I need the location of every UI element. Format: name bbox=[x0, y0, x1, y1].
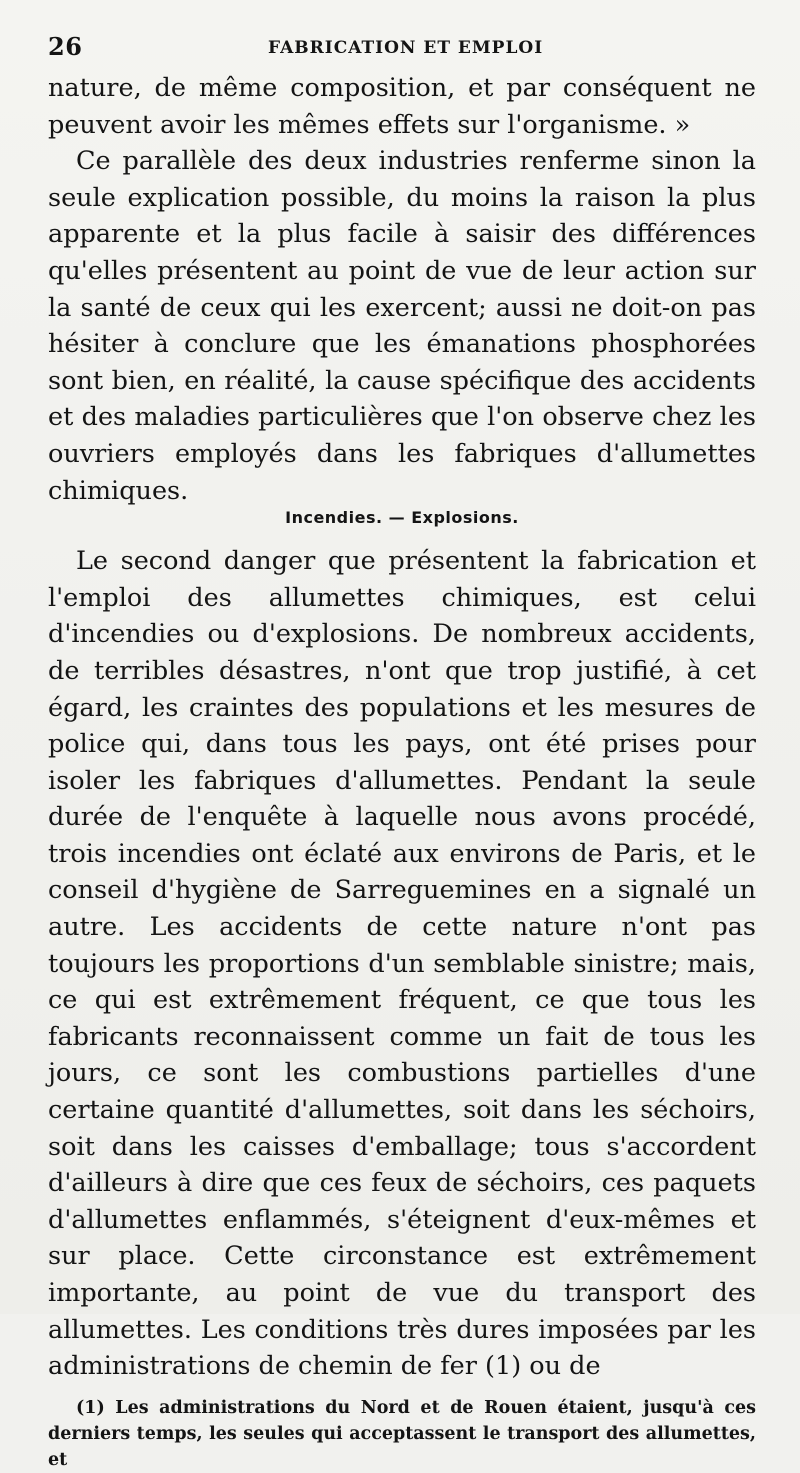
body-text bbox=[48, 70, 756, 1385]
page-number: 26 bbox=[48, 32, 83, 61]
footnote: (1) Les administrations du Nord et de Rouen étaient, jusqu'à ces derniers temps, les seules qui acceptassent le transport des allumettes, et bbox=[48, 1397, 756, 1470]
running-head bbox=[48, 28, 756, 70]
paragraph-incendies: Le second danger que présentent la fabrication et l'emploi des allumettes chimiques, est celui d'incendies ou d'explosions. De nombreux accidents, de terribles désastres, n'ont que trop justifié, à cet égard, les craintes des populations et les mesures de police qui, dans tous les pays, ont été prises pour isoler les fabriques d'allumettes. Pendant la seule durée de l'enquête à laquelle nous avons procédé, trois incendies ont éclaté aux environs de Paris, et le conseil d'hygiène de Sarreguemines en a signalé un autre. Les accidents de cette nature n'ont pas toujours les proportions d'un semblable sinistre; mais, ce qui est extrêmement fréquent, ce que tous les fabricants reconnaissent comme un fait de tous les jours, ce sont les combustions partielles d'une certaine quantité d'allumettes, soit dans les séchoirs, soit dans les caisses d'emballage; tous s'accordent d'ailleurs à dire que ces feux de séchoirs, ces paquets d'allumettes enflammés, s'éteignent d'eux-mêmes et sur place. Cette circonstance est extrêmement importante, au point de vue du transport des allumettes. Les conditions très dures imposées par les administrations de chemin de fer (1) ou de bbox=[48, 546, 756, 1382]
running-title: FABRICATION ET EMPLOI bbox=[268, 38, 544, 58]
paragraph-continuation: nature, de même composition, et par conséquent ne peuvent avoir les mêmes effets sur l'organisme. » bbox=[48, 73, 756, 140]
paragraph-parallel: Ce parallèle des deux industries renferme sinon la seule explication possible, du moins la raison la plus apparente et la plus facile à saisir des différences qu'elles présentent au point de vue de leur action sur la santé de ceux qui les exercent; aussi ne doit-on pas hésiter à conclure que les émanations phosphorées sont bien, en réalité, la cause spécifique des accidents et des maladies particulières que l'on observe chez les ouvriers employés dans les fabriques d'allumettes chimiques. bbox=[48, 146, 756, 506]
section-heading: Incendies. — Explosions. bbox=[285, 508, 519, 528]
